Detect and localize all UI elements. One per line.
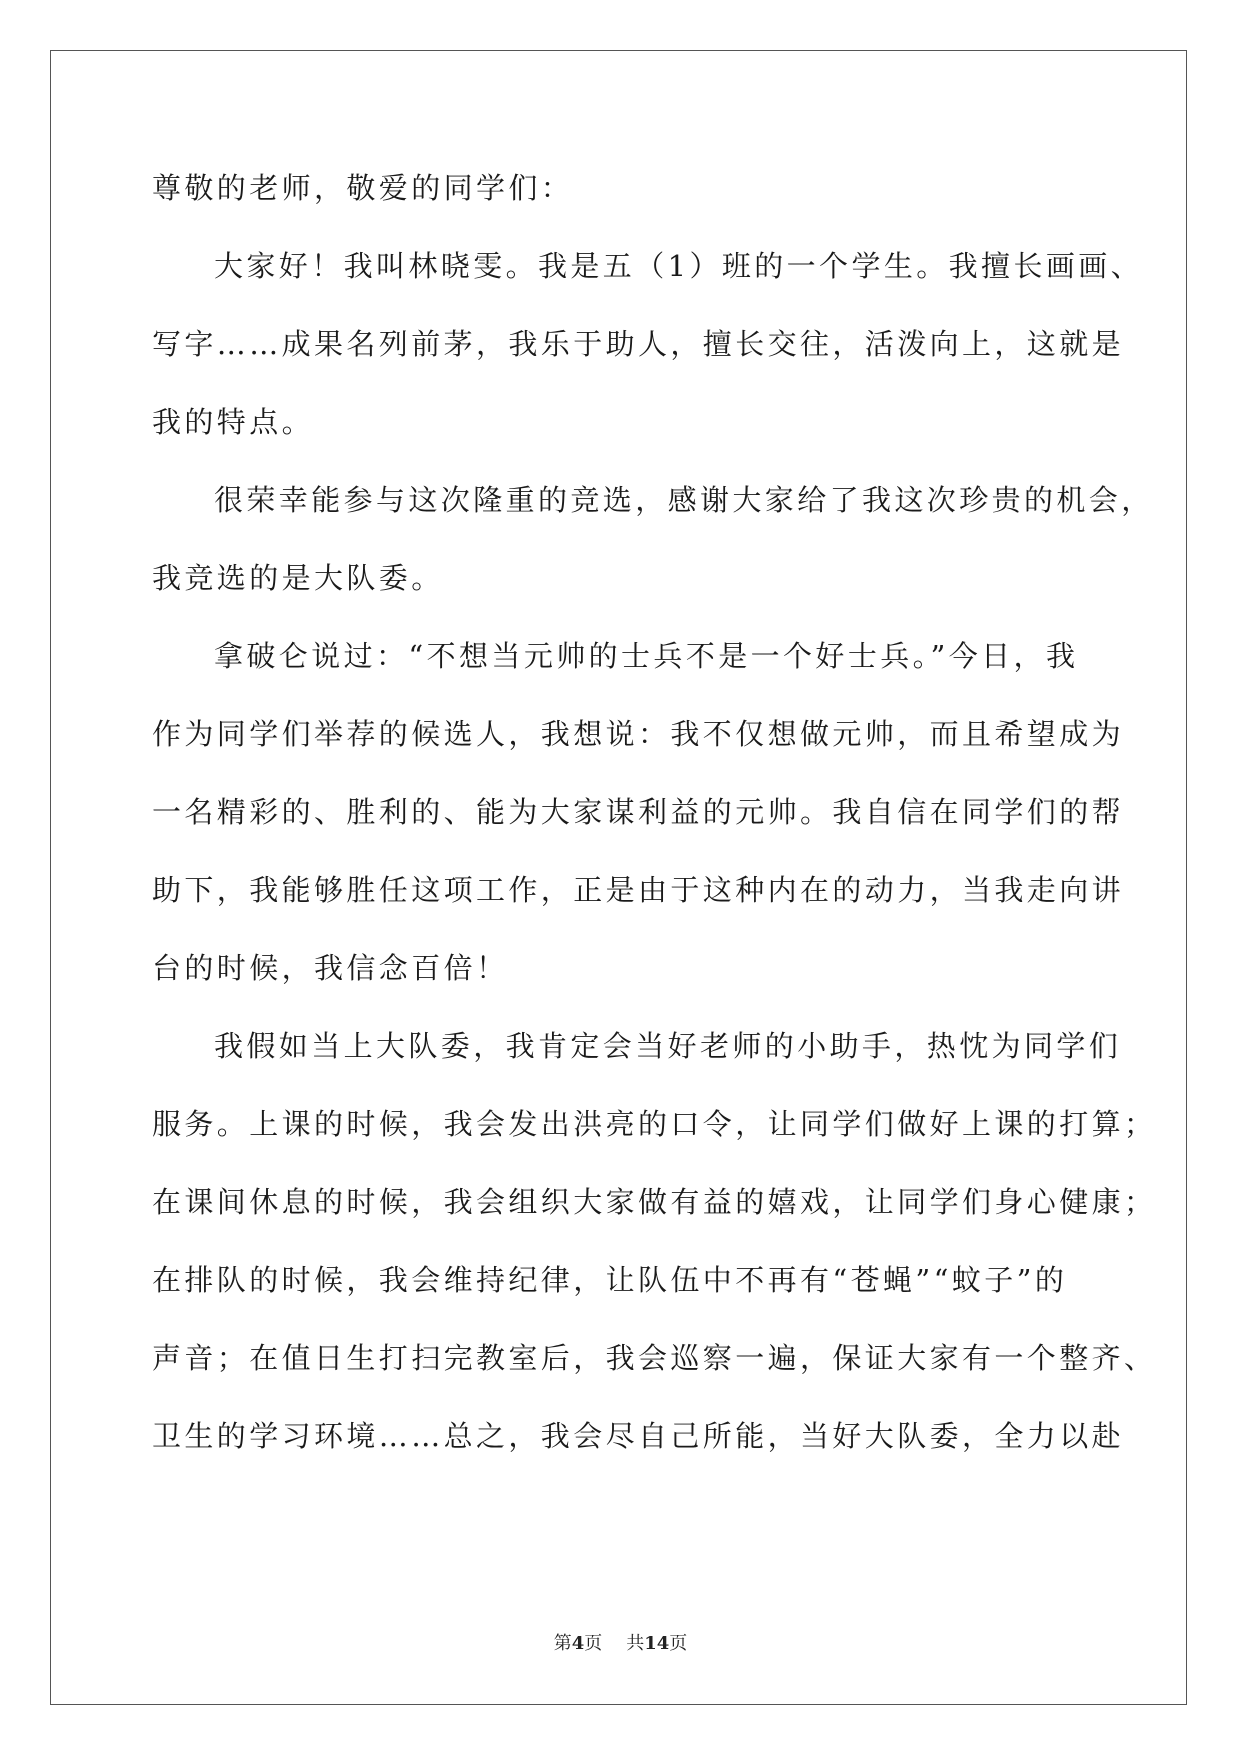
text-line: 助下，我能够胜任这项工作，正是由于这种内在的动力，当我走向讲 bbox=[152, 873, 1125, 907]
text-line: 写字……成果名列前茅，我乐于助人，擅长交往，活泼向上，这就是 bbox=[152, 327, 1125, 361]
text-line: 声音；在值日生打扫完教室后，我会巡察一遍，保证大家有一个整齐、 bbox=[152, 1341, 1157, 1375]
text-line: 拿破仑说过：“不想当元帅的士兵不是一个好士兵。”今日，我 bbox=[214, 639, 1079, 673]
text-line: 我竞选的是大队委。 bbox=[152, 561, 444, 595]
page-prefix: 第 bbox=[553, 1633, 572, 1654]
text-line: 服务。上课的时候，我会发出洪亮的口令，让同学们做好上课的打算； bbox=[152, 1107, 1157, 1141]
text-line: 在课间休息的时候，我会组织大家做有益的嬉戏，让同学们身心健康； bbox=[152, 1185, 1157, 1219]
text-line: 台的时候，我信念百倍！ bbox=[152, 951, 509, 985]
page-number-footer bbox=[0, 1632, 1241, 1656]
page-suffix: 页 bbox=[584, 1633, 603, 1654]
text-line: 卫生的学习环境……总之，我会尽自己所能，当好大队委，全力以赴 bbox=[152, 1419, 1125, 1453]
text-line: 我的特点。 bbox=[152, 405, 315, 439]
text-line: 在排队的时候，我会维持纪律，让队伍中不再有“苍蝇”“蚊子”的 bbox=[152, 1263, 1068, 1297]
page-total: 14 bbox=[644, 1633, 670, 1654]
text-line: 作为同学们举荐的候选人，我想说：我不仅想做元帅，而且希望成为 bbox=[152, 717, 1125, 751]
text-line: 尊敬的老师，敬爱的同学们： bbox=[152, 171, 574, 205]
text-line: 我假如当上大队委，我肯定会当好老师的小助手，热忱为同学们 bbox=[214, 1029, 1122, 1063]
page-current: 4 bbox=[571, 1633, 585, 1654]
total-prefix: 共 bbox=[626, 1633, 645, 1654]
text-line: 一名精彩的、胜利的、能为大家谋利益的元帅。我自信在同学们的帮 bbox=[152, 795, 1125, 829]
text-line: 大家好！我叫林晓雯。我是五（1）班的一个学生。我擅长画画、 bbox=[214, 249, 1144, 283]
text-line: 很荣幸能参与这次隆重的竞选，感谢大家给了我这次珍贵的机会， bbox=[214, 483, 1154, 517]
total-suffix: 页 bbox=[669, 1633, 688, 1654]
